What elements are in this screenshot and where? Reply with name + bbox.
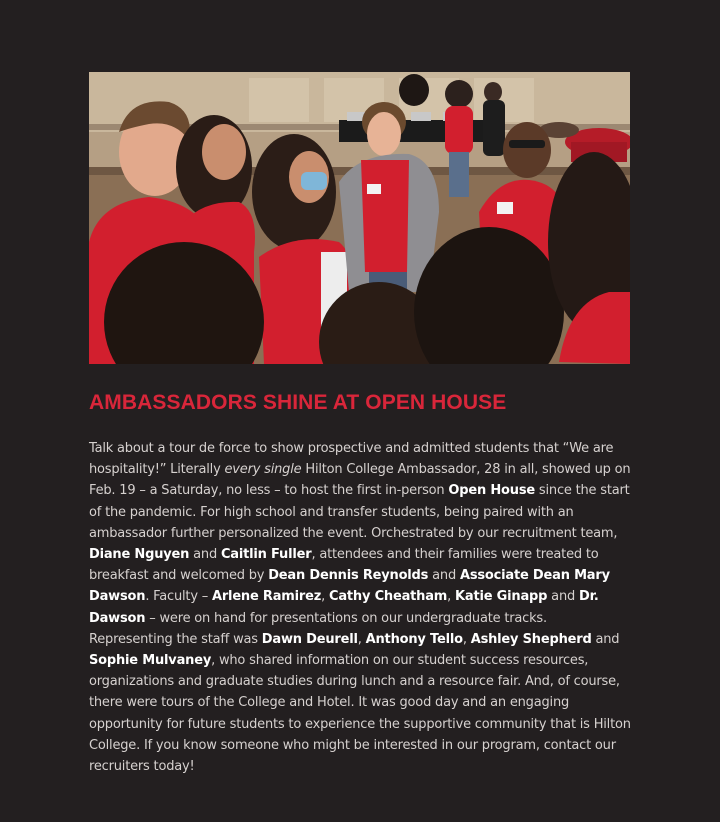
italic-text: every single xyxy=(224,462,302,478)
bold-name: Caitlin Fuller xyxy=(220,547,312,563)
event-photo-illustration xyxy=(89,72,630,364)
bold-name: Katie Ginapp xyxy=(455,589,548,605)
event-photo xyxy=(89,72,630,364)
body-text-segment: and xyxy=(189,547,221,563)
bold-name: Cathy Cheatham xyxy=(328,589,448,605)
body-text-segment: , xyxy=(357,631,366,647)
bold-name: Associate Dean Mary Dawson xyxy=(89,568,610,605)
article-headline: AMBASSADORS SHINE AT OPEN HOUSE xyxy=(89,391,507,414)
bold-name: Dr. Dawson xyxy=(89,589,599,626)
bold-name: Open House xyxy=(448,483,535,499)
body-text-segment: since the start of the pandemic. For high school and transfer students, being paired with an ambassador further personalized the event. Orchestrated by our recruitment team, xyxy=(89,483,630,541)
body-text-segment: , xyxy=(462,631,471,647)
bold-name: Ashley Shepherd xyxy=(470,631,592,647)
body-text-segment: and xyxy=(591,631,620,647)
body-text-segment: and xyxy=(428,568,460,584)
body-text-segment: Talk about a tour de force to show prospective and admitted students that “We are hospitality!” Literally xyxy=(89,441,614,478)
body-text-segment: , attendees and their families were treated to breakfast and welcomed by xyxy=(89,547,599,584)
body-text-segment: , xyxy=(321,589,329,605)
body-text-segment: – were on hand for presentations on our undergraduate tracks. Representing the staff was xyxy=(89,610,547,647)
body-text-segment: and xyxy=(547,589,579,605)
bold-name: Diane Nguyen xyxy=(89,547,190,563)
bold-name: Dean Dennis Reynolds xyxy=(268,568,429,584)
body-text-segment: , xyxy=(447,589,456,605)
bold-name: Sophie Mulvaney xyxy=(89,653,212,669)
body-text-segment: Hilton College Ambassador, 28 in all, showed up on Feb. 19 – a Saturday, no less – to host the first in-person xyxy=(89,462,631,499)
bold-name: Arlene Ramirez xyxy=(211,589,322,605)
article-body xyxy=(89,438,634,777)
body-text-segment: , who shared information on our student success resources, organizations and graduate studies during lunch and a resource fair. And, of course, there were tours of the College and Hotel. It was good day and an engaging opportunity for future students to experience the supportive community that is Hilton College. If you know someone who might be interested in our program, contact our recruiters today! xyxy=(89,653,631,775)
bold-name: Anthony Tello xyxy=(365,631,463,647)
bold-name: Dawn Deurell xyxy=(261,631,358,647)
body-text-segment: . Faculty – xyxy=(145,589,212,605)
